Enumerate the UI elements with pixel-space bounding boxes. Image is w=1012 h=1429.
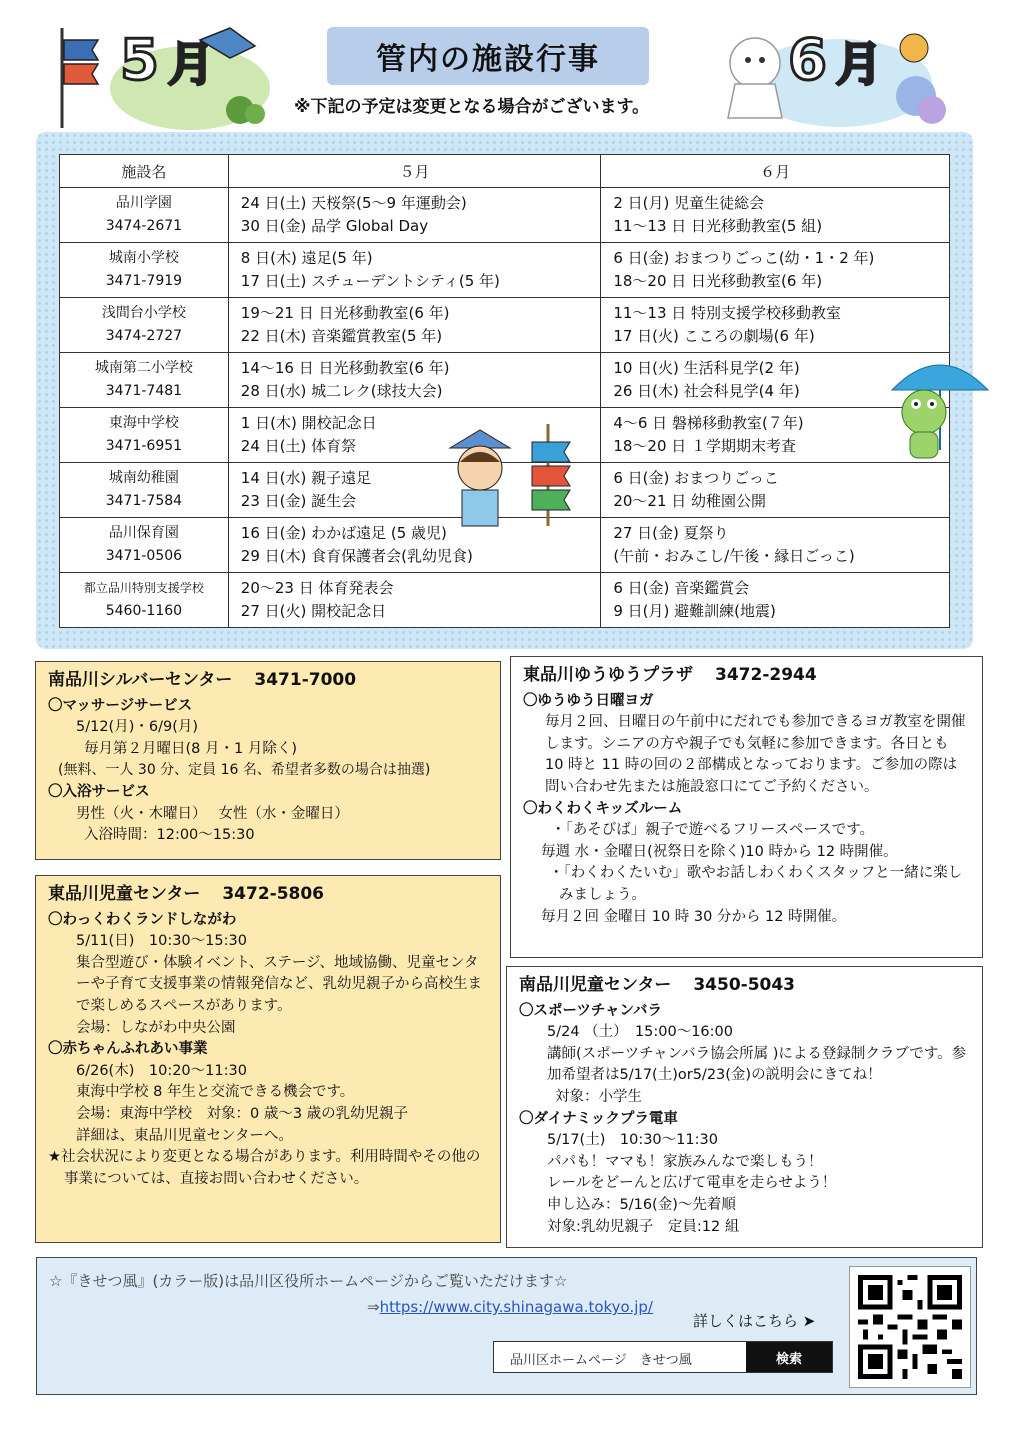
text-line: 5/17(土) 10:30～11:30	[547, 1132, 718, 1149]
text-line: 5/12(月)・6/9(月)	[76, 719, 199, 736]
url-arrow: ⇒	[367, 1298, 380, 1316]
june-event: 9 日(月) 避難訓練(地震)	[613, 602, 776, 620]
section-heading: 〇ダイナミックプラ電車	[519, 1110, 678, 1127]
may-event: 16 日(金) わかば遠足 (5 歳児)	[240, 524, 447, 542]
footer-url-line	[367, 1298, 653, 1316]
text-line: レールをどーんと広げて電車を走らせよう！	[547, 1175, 837, 1192]
section-heading: 〇スポーツチャンバラ	[519, 1002, 662, 1019]
may-event: 20～23 日 体育発表会	[240, 579, 394, 597]
table-row	[60, 188, 950, 243]
june-event: 6 日(金) おまつりごっこ(幼・1・2 年)	[613, 249, 875, 267]
facility-name: 城南小学校	[108, 250, 179, 266]
facility-name: 品川保育園	[108, 525, 179, 541]
june-suffix: 月	[836, 37, 882, 91]
may-event: 1 日(木) 開校記念日	[240, 414, 377, 432]
teruteru-bozu-icon	[720, 18, 950, 133]
june-event: 18～20 日 １学期期末考査	[613, 437, 797, 455]
june-number: 6	[788, 28, 827, 93]
june-event: (午前・おみこし/午後・縁日ごっこ)	[613, 547, 855, 565]
june-cell	[601, 243, 950, 298]
table-row	[60, 243, 950, 298]
box-title-tel: 3450-5043	[693, 975, 796, 995]
may-event: 22 日(木) 音楽鑑賞教室(5 年)	[240, 327, 443, 345]
header-june: ６月	[601, 155, 950, 188]
may-event: 23 日(金) 誕生会	[240, 492, 357, 510]
qr-code[interactable]	[849, 1266, 971, 1388]
text-line: 5/11(日) 10:30～15:30	[76, 933, 247, 950]
text-line: (無料、一人 30 分、定員 16 名、希望者多数の場合は抽選)	[58, 762, 431, 779]
table-header-row	[60, 155, 950, 188]
box-title-name: 東品川児童センター	[48, 884, 201, 904]
box-title-tel: 3472-2944	[715, 665, 817, 685]
facility-name: 品川学園	[115, 195, 172, 211]
facility-cell	[60, 188, 229, 243]
june-cell	[601, 463, 950, 518]
facility-tel: 3471-7584	[105, 493, 183, 509]
facility-tel: 3471-6951	[105, 438, 183, 454]
june-event: 6 日(金) 音楽鑑賞会	[613, 579, 750, 597]
box-title	[48, 670, 488, 692]
text-line: 会場：しながわ中央公園	[76, 1019, 236, 1036]
page-title-box	[327, 27, 649, 85]
june-event: 26 日(木) 社会科見学(4 年)	[613, 382, 800, 400]
section-heading: 〇ゆうゆう日曜ヨガ	[523, 692, 654, 709]
section-heading: 〇わっくわくランドしながわ	[48, 911, 237, 928]
qr-code-icon	[858, 1275, 962, 1379]
box-title	[48, 884, 488, 906]
table-row	[60, 573, 950, 628]
boy-with-koinobori-icon	[430, 418, 580, 528]
may-event: 17 日(土) スチューデントシティ(5 年)	[240, 272, 500, 290]
schedule-table	[59, 154, 950, 628]
may-event: 14 日(水) 親子遠足	[240, 469, 372, 487]
june-cell	[601, 188, 950, 243]
page-title: 管内の施設行事	[376, 42, 600, 77]
text-line: 会場：東海中学校 対象：0 歳～3 歳の乳幼児親子	[76, 1105, 409, 1122]
footer-note: ☆『きせつ風』(カラー版)は品川区役所ホームページからご覧いただけます☆	[49, 1272, 568, 1290]
june-event: 20～21 日 幼稚園公開	[613, 492, 767, 510]
footer	[36, 1257, 977, 1395]
facility-cell	[60, 243, 229, 298]
facility-tel: 3471-7919	[105, 273, 183, 289]
more-info-label: 詳しくはこちら ➤	[693, 1312, 816, 1330]
may-event: 24 日(土) 天桜祭(5～9 年運動会)	[240, 194, 467, 212]
koinobori-icon	[50, 18, 275, 133]
facility-cell	[60, 463, 229, 518]
text-line: ・「あそびば」親子で遊べるフリースペースです。	[551, 822, 875, 839]
june-event: 2 日(月) 児童生徒総会	[613, 194, 765, 212]
text-line: 5/24 （土） 15:00～16:00	[547, 1024, 733, 1041]
silver-center-box	[35, 661, 501, 860]
facility-tel: 3474-2671	[105, 218, 183, 234]
text-paragraph: 集合型遊び・体験イベント、ステージ、地域協働、児童センターや子育て支援事業の情報発信など、乳幼児親子から高校生まで楽しめるスペースがあります。	[76, 954, 482, 1014]
may-event: 8 日(木) 遠足(5 年)	[240, 249, 373, 267]
may-event: 24 日(土) 体育祭	[240, 437, 357, 455]
june-event: 10 日(火) 生活科見学(2 年)	[613, 359, 800, 377]
facility-name: 浅間台小学校	[101, 305, 186, 321]
text-line: 毎月２回 金曜日 10 時 30 分から 12 時開催。	[541, 908, 847, 925]
may-cell	[228, 243, 601, 298]
box-title-tel: 3471-7000	[254, 670, 357, 690]
may-cell	[228, 573, 601, 628]
text-paragraph: ・「わくわくたいむ」歌やお話しわくわくスタッフと一緒に楽しみましょう。	[549, 865, 963, 903]
section-heading: 〇赤ちゃんふれあい事業	[48, 1041, 208, 1058]
facility-tel: 3471-0506	[105, 548, 183, 564]
facility-cell	[60, 298, 229, 353]
text-line: 申し込み：5/16(金)～先着順	[547, 1196, 736, 1213]
east-child-center-box	[35, 875, 501, 1243]
june-event: 11～13 日 日光移動教室(5 組)	[613, 217, 823, 235]
may-cell	[228, 353, 601, 408]
box-title-name: 南品川児童センター	[519, 975, 672, 995]
box-title	[523, 665, 970, 687]
text-line: 毎週 水・金曜日(祝祭日を除く)10 時から 12 時開催。	[541, 843, 898, 860]
text-line: 入浴時間：12:00～15:30	[84, 827, 255, 844]
text-paragraph: 毎月２回、日曜日の午前中にだれでも参加できるヨガ教室を開催します。シニアの方や親子でも気軽に参加できます。各日とも 10 時と 11 時の回の２部構成となっております。ご参加の際は問い合わせ先または施設窓口にてご予約ください。	[545, 714, 966, 795]
table-row	[60, 298, 950, 353]
search-input[interactable]: 品川区ホームページ きせつ風	[494, 1342, 746, 1372]
text-line: 対象:乳幼児親子 定員:12 組	[547, 1218, 740, 1235]
yuyu-plaza-box	[510, 656, 983, 958]
text-paragraph: 講師(スポーツチャンバラ協会所属 )による登録制クラブです。参加希望者は5/17(土)or5/23(金)の説明会にきてね！	[547, 1045, 967, 1084]
june-cell	[601, 518, 950, 573]
text-line: 毎月第２月曜日(8 月・1 月除く)	[84, 740, 297, 757]
may-event: 28 日(水) 城二レク(球技大会)	[240, 382, 443, 400]
facility-name: 都立品川特別支援学校	[83, 581, 204, 595]
facility-tel: 5460-1160	[105, 603, 183, 619]
city-website-link[interactable]: https://www.city.shinagawa.tokyo.jp/	[379, 1298, 653, 1316]
section-heading: 〇わくわくキッズルーム	[523, 800, 683, 817]
search-bar	[493, 1341, 833, 1373]
search-button[interactable]: 検索	[746, 1342, 832, 1372]
south-child-center-box	[506, 966, 983, 1248]
frog-umbrella-icon	[888, 340, 992, 466]
text-line: 詳細は、東品川児童センターへ。	[76, 1127, 293, 1144]
schedule-note: ※下記の予定は変更となる場合がございます。	[294, 97, 650, 117]
table-row	[60, 353, 950, 408]
may-cell	[228, 298, 601, 353]
may-event: 19～21 日 日光移動教室(6 年)	[240, 304, 450, 322]
header-facility: 施設名	[60, 155, 229, 188]
facility-cell	[60, 408, 229, 463]
may-suffix: 月	[168, 37, 214, 91]
facility-name: 城南第二小学校	[94, 360, 193, 376]
facility-name: 城南幼稚園	[108, 470, 179, 486]
may-event: 14～16 日 日光移動教室(6 年)	[240, 359, 450, 377]
notice-text: ★社会状況により変更となる場合があります。利用時間やその他の事業については、直接お問い合わせください。	[48, 1149, 481, 1187]
facility-cell	[60, 573, 229, 628]
text-line: パパも！ママも！家族みんなで楽しもう！	[547, 1153, 823, 1170]
june-event: 6 日(金) おまつりごっこ	[613, 469, 779, 487]
may-event: 27 日(火) 開校記念日	[240, 602, 387, 620]
text-line: 男性（火・木曜日） 女性（水・金曜日）	[76, 805, 349, 822]
text-line: 6/26(木) 10:20～11:30	[76, 1062, 247, 1079]
text-line: 対象：小学生	[555, 1088, 642, 1105]
june-event: 17 日(火) こころの劇場(6 年)	[613, 327, 815, 345]
box-title-name: 東品川ゆうゆうプラザ	[523, 665, 693, 685]
may-illustration	[50, 18, 275, 133]
box-title	[519, 975, 970, 997]
june-event: 11～13 日 特別支援学校移動教室	[613, 304, 842, 322]
box-title-name: 南品川シルバーセンター	[48, 670, 233, 690]
section-heading: 〇入浴サービス	[48, 783, 150, 800]
text-line: 東海中学校 8 年生と交流できる機会です。	[76, 1084, 355, 1101]
may-number: 5	[120, 28, 159, 93]
june-event: 4～6 日 磐梯移動教室(７年)	[613, 414, 804, 432]
may-event: 30 日(金) 品学 Global Day	[240, 217, 429, 235]
box-title-tel: 3472-5806	[222, 884, 325, 904]
header-may: ５月	[228, 155, 601, 188]
june-event: 18～20 日 日光移動教室(6 年)	[613, 272, 823, 290]
facility-cell	[60, 353, 229, 408]
june-cell	[601, 573, 950, 628]
section-heading: 〇マッサージサービス	[48, 697, 193, 714]
facility-tel: 3471-7481	[105, 383, 183, 399]
facility-cell	[60, 518, 229, 573]
june-illustration	[720, 18, 950, 133]
may-cell	[228, 188, 601, 243]
facility-name: 東海中学校	[108, 415, 179, 431]
june-event: 27 日(金) 夏祭り	[613, 524, 729, 542]
facility-tel: 3474-2727	[105, 328, 183, 344]
may-event: 29 日(木) 食育保護者会(乳幼児食)	[240, 547, 473, 565]
